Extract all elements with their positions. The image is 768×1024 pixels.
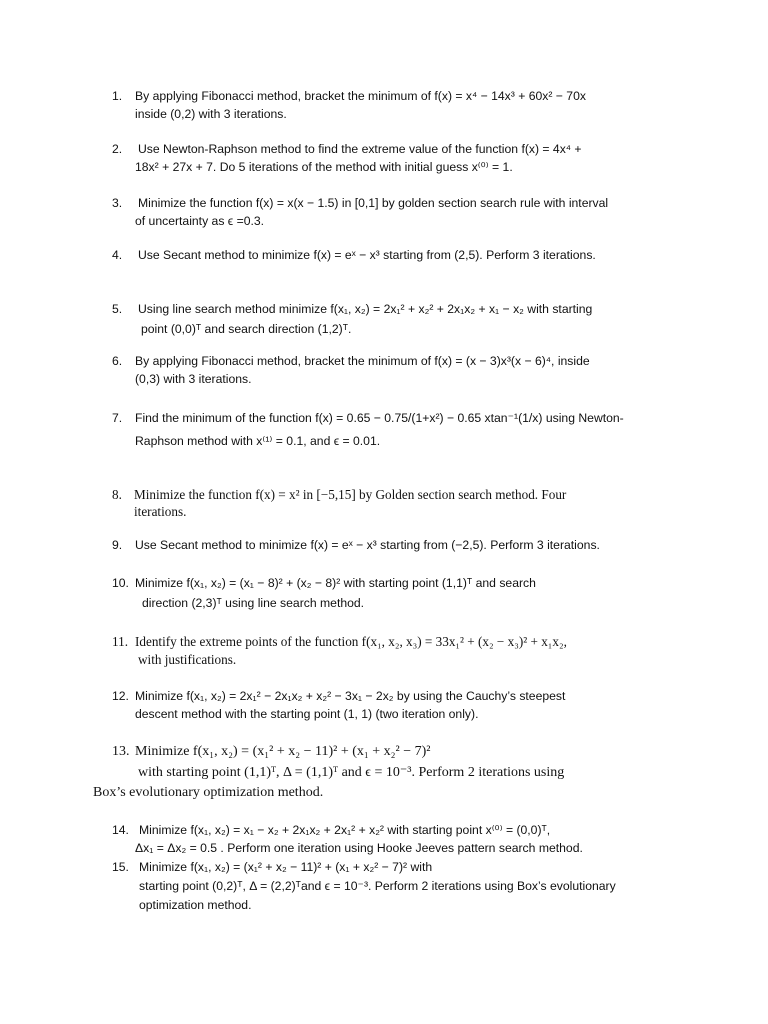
- question-text-line-1: Identify the extreme points of the function f(x₁, x₂, x₃) = 33x₁² + (x₂ − x₃)² + x₁x₂,: [135, 634, 567, 649]
- question-text-line-1: Using line search method minimize f(x₁, x₂) = 2x₁² + x₂² + 2x₁x₂ + x₁ − x₂ with starting: [138, 302, 593, 316]
- question-text-line-1: Use Secant method to minimize f(x) = eˣ − x³ starting from (−2,5). Perform 3 iterations.: [135, 538, 600, 552]
- question-text-line-1: Minimize f(x₁, x₂) = 2x₁² − 2x₁x₂ + x₂² − 3x₁ − 2x₂ by using the Cauchy’s steepest: [135, 689, 566, 703]
- question-number: 5.: [112, 302, 123, 316]
- question-text-line-1: Minimize f(x₁, x₂) = x₁ − x₂ + 2x₁x₂ + 2x₁² + x₂² with starting point x⁽⁰⁾ = (0,0)ᵀ,: [139, 823, 551, 837]
- question-number: 11.: [112, 634, 128, 649]
- question-number: 2.: [112, 142, 123, 156]
- question-text-line-1: Use Newton-Raphson method to find the extreme value of the function f(x) = 4x⁴ +: [138, 142, 582, 156]
- question-number: 8.: [112, 487, 122, 502]
- question-text-line-1: Use Secant method to minimize f(x) = eˣ − x³ starting from (2,5). Perform 3 iterations.: [138, 248, 596, 262]
- question-text-line-2: inside (0,2) with 3 iterations.: [135, 107, 287, 121]
- question-number: 12.: [112, 689, 129, 703]
- question-number: 15.: [112, 860, 129, 874]
- question-number: 6.: [112, 354, 123, 368]
- question-number: 1.: [112, 89, 123, 103]
- question-text-line-1: By applying Fibonacci method, bracket the minimum of f(x) = x⁴ − 14x³ + 60x² − 70x: [135, 89, 586, 103]
- question-text-line-2: point (0,0)ᵀ and search direction (1,2)ᵀ.: [141, 322, 352, 336]
- question-text-line-2: of uncertainty as ϵ =0.3.: [135, 214, 265, 228]
- question-text-line-2: 18x² + 27x + 7. Do 5 iterations of the method with initial guess x⁽⁰⁾ = 1.: [135, 160, 513, 174]
- question-text-line-2: with justifications.: [138, 652, 237, 667]
- question-text-line-2: descent method with the starting point (1, 1) (two iteration only).: [135, 707, 479, 721]
- question-number: 10.: [112, 576, 129, 590]
- question-text-line-2: with starting point (1,1)ᵀ, Δ = (1,1)ᵀ and ϵ = 10⁻³. Perform 2 iterations using: [138, 765, 565, 780]
- question-text-line-2: (0,3) with 3 iterations.: [135, 372, 252, 386]
- question-text-line-2: Raphson method with x⁽¹⁾ = 0.1, and ϵ = 0.01.: [135, 434, 381, 448]
- question-text-line-1: Minimize f(x₁, x₂) = (x₁² + x₂ − 11)² + (x₁ + x₂² − 7)²: [135, 744, 431, 759]
- question-number: 3.: [112, 196, 123, 210]
- question-text-line-1: Minimize the function f(x) = x² in [−5,15] by Golden section search method. Four: [134, 487, 567, 502]
- question-text-line-2: direction (2,3)ᵀ using line search method.: [142, 596, 365, 610]
- question-number: 4.: [112, 248, 123, 262]
- question-text-line-2: iterations.: [134, 504, 187, 519]
- question-text-line-1: Minimize the function f(x) = x(x − 1.5) in [0,1] by golden section search rule with interval: [138, 196, 609, 210]
- question-text-line-1: Find the minimum of the function f(x) = 0.65 − 0.75/(1+x²) − 0.65 xtan⁻¹(1/x) using Newton-: [135, 411, 624, 425]
- question-number: 7.: [112, 411, 123, 425]
- question-text-line-1: Minimize f(x₁, x₂) = (x₁² + x₂ − 11)² + (x₁ + x₂² − 7)² with: [139, 860, 433, 874]
- question-text-line-2: Δx₁ = Δx₂ = 0.5 . Perform one iteration using Hooke Jeeves pattern search method.: [135, 841, 583, 855]
- question-number: 14.: [112, 823, 129, 837]
- question-number: 13.: [112, 744, 130, 759]
- question-text-line-2: starting point (0,2)ᵀ, Δ = (2,2)ᵀand ϵ = 10⁻³. Perform 2 iterations using Box’s evolutionary: [139, 879, 616, 893]
- question-number: 9.: [112, 538, 123, 552]
- question-text-line-3: Box’s evolutionary optimization method.: [93, 785, 324, 800]
- question-text-line-3: optimization method.: [139, 898, 252, 912]
- question-text-line-1: By applying Fibonacci method, bracket the minimum of f(x) = (x − 3)x³(x − 6)⁴, inside: [135, 354, 590, 368]
- question-text-line-1: Minimize f(x₁, x₂) = (x₁ − 8)² + (x₂ − 8)² with starting point (1,1)ᵀ and search: [135, 576, 536, 590]
